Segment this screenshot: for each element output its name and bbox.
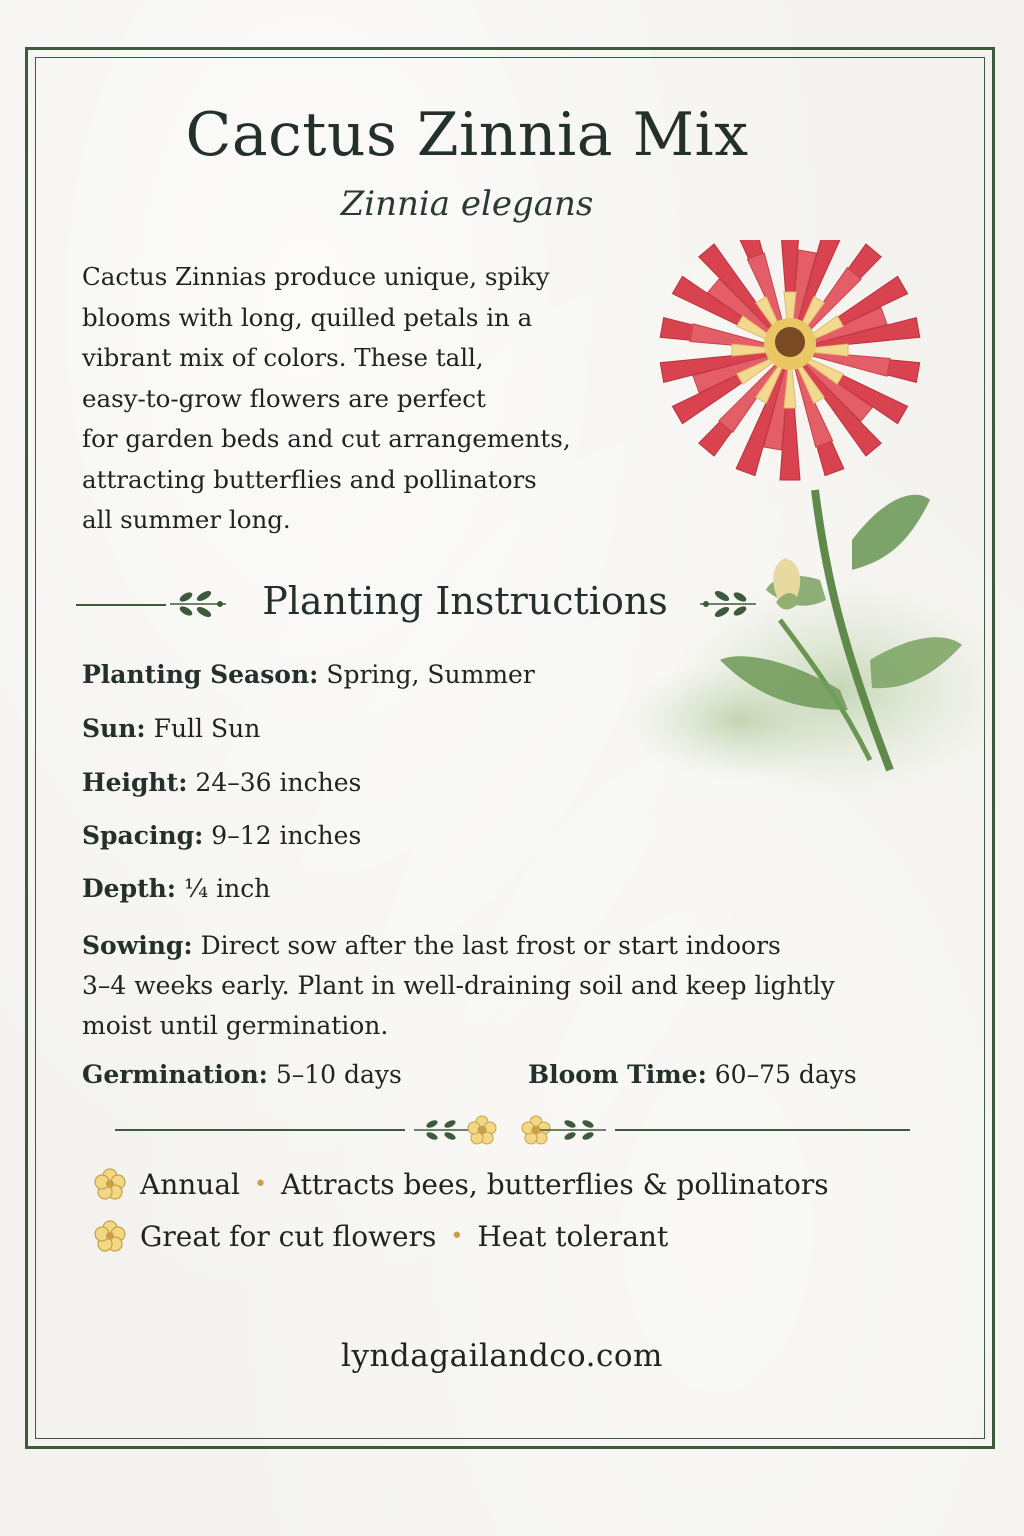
- sun-value: Full Sun: [153, 714, 261, 743]
- height-value: 24–36 inches: [195, 768, 362, 797]
- botanical-name: Zinnia elegans: [340, 184, 594, 224]
- sowing-label: Sowing:: [82, 931, 193, 960]
- ornamental-divider: [115, 1110, 915, 1150]
- planting-season-label: Planting Season:: [82, 660, 319, 689]
- small-flower-icon: [92, 1218, 128, 1254]
- sowing-line: [82, 926, 912, 966]
- spacing-row: [82, 821, 361, 850]
- feature-pollinators: Attracts bees, butterflies & pollinators: [280, 1167, 829, 1201]
- section-heading: Planting Instructions: [262, 579, 668, 623]
- depth-value: ¼ inch: [183, 874, 271, 903]
- germination-label: Germination:: [82, 1060, 268, 1089]
- germination-row: [82, 1060, 402, 1089]
- description-line: attracting butterflies and pollinators: [82, 464, 537, 494]
- sowing-text: Direct sow after the last frost or start indoors: [200, 931, 781, 960]
- sun-row: [82, 714, 260, 743]
- depth-row: [82, 874, 270, 903]
- planting-season-row: [82, 660, 535, 689]
- website-link[interactable]: lyndagailandco.com: [341, 1338, 663, 1374]
- small-flower-icon: [92, 1166, 128, 1202]
- planting-instructions-heading: [70, 575, 790, 631]
- bullet-dot: •: [450, 1223, 464, 1249]
- flower-ornament-icon: [410, 1112, 610, 1148]
- depth-label: Depth:: [82, 874, 177, 903]
- bloom-time-label: Bloom Time:: [528, 1060, 707, 1089]
- planting-season-value: Spring, Summer: [326, 660, 535, 689]
- description: [82, 257, 642, 541]
- feature-annual: Annual: [140, 1167, 240, 1201]
- description-line: for garden beds and cut arrangements,: [82, 424, 571, 453]
- description-line: easy-to-grow flowers are perfect: [82, 383, 486, 413]
- features-row: [92, 1166, 829, 1202]
- sowing-line: moist until germination.: [82, 1011, 389, 1040]
- bloom-time-value: 60–75 days: [714, 1060, 857, 1089]
- divider-rule-right: [615, 1129, 910, 1131]
- height-label: Height:: [82, 768, 188, 797]
- leaf-sprig-icon: [698, 587, 758, 621]
- description-line: blooms with long, quilled petals in a: [82, 302, 533, 332]
- bloom-time-row: [528, 1060, 857, 1089]
- zinnia-flower-illustration: [590, 240, 990, 800]
- sun-label: Sun:: [82, 714, 146, 743]
- bullet-dot: •: [253, 1171, 267, 1197]
- height-row: [82, 768, 361, 797]
- heading-rule-left: [76, 604, 166, 606]
- sowing-instructions: [82, 926, 912, 1046]
- description-line: Cactus Zinnias produce unique, spiky: [82, 262, 550, 291]
- feature-cut-flowers: Great for cut flowers: [140, 1219, 437, 1253]
- page-title: Cactus Zinnia Mix: [185, 100, 749, 170]
- features-row: [92, 1218, 668, 1254]
- description-line: all summer long.: [82, 505, 291, 534]
- leaf-sprig-icon: [168, 587, 228, 621]
- divider-rule-left: [115, 1129, 405, 1131]
- germination-value: 5–10 days: [275, 1060, 402, 1089]
- spacing-value: 9–12 inches: [211, 821, 362, 850]
- description-line: vibrant mix of colors. These tall,: [82, 343, 484, 372]
- feature-heat-tolerant: Heat tolerant: [477, 1219, 669, 1253]
- sowing-line: 3–4 weeks early. Plant in well-draining soil and keep lightly: [82, 971, 835, 1000]
- spacing-label: Spacing:: [82, 821, 204, 850]
